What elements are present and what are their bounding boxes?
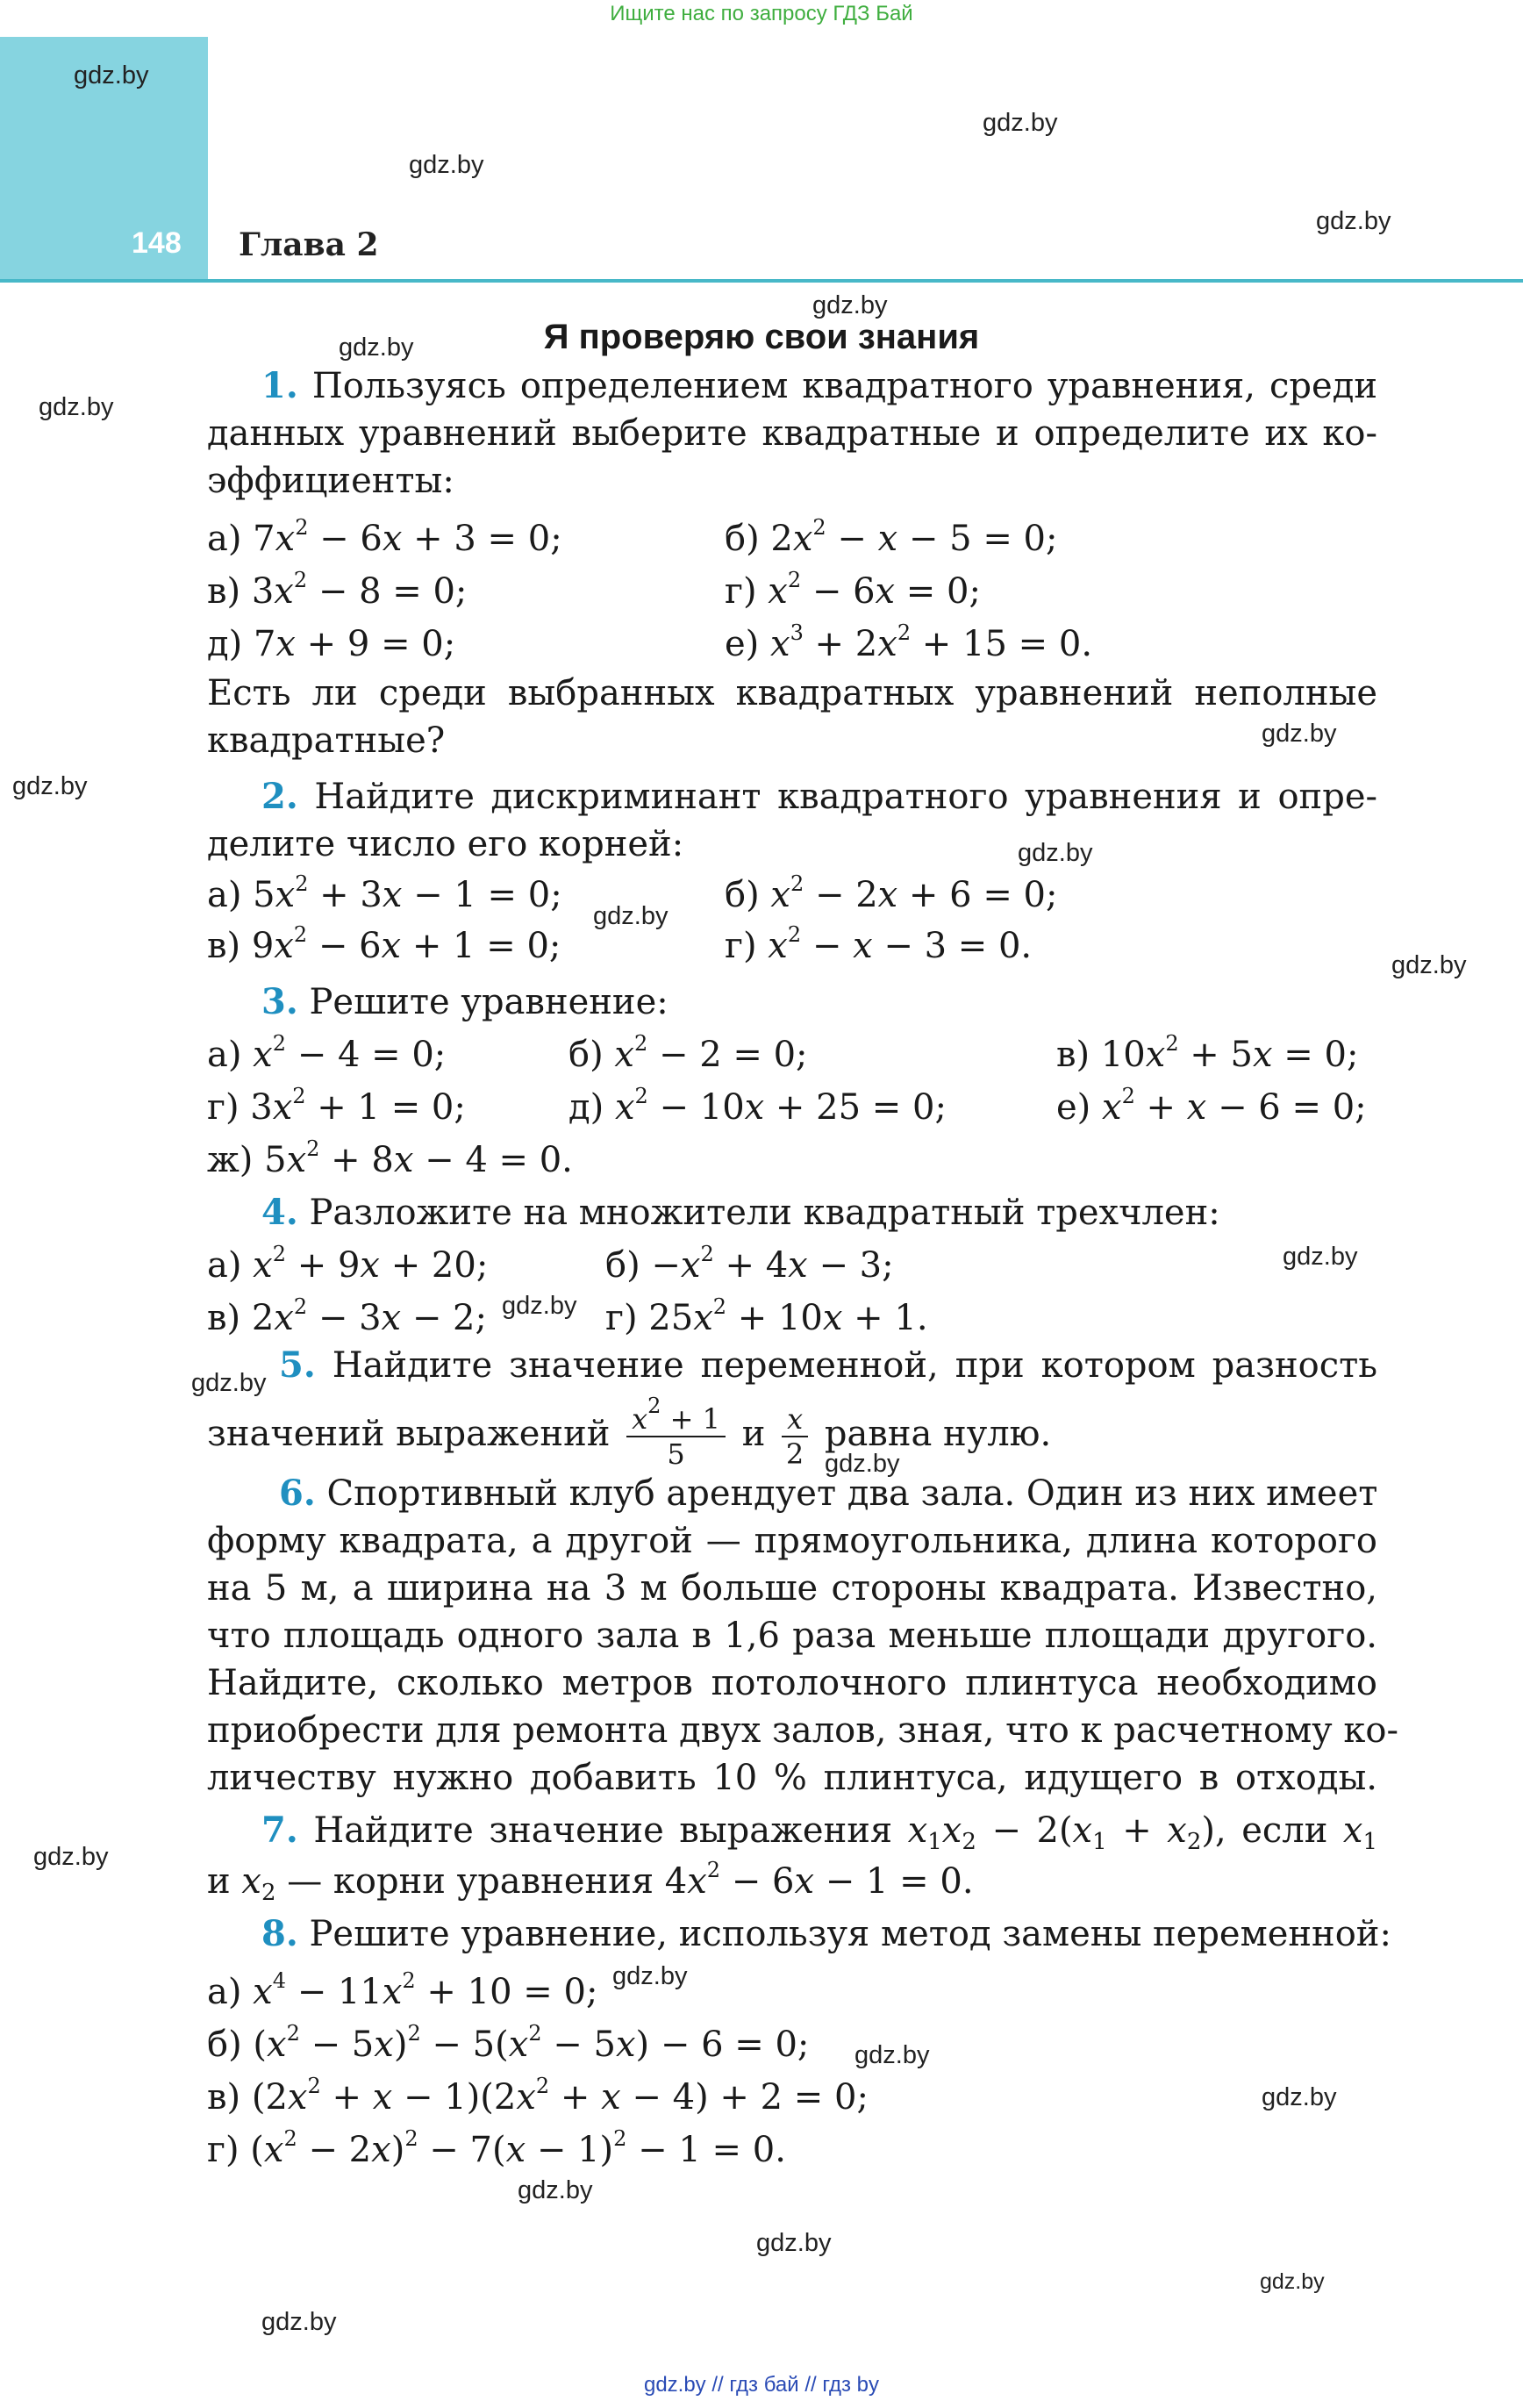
eq-8a: а) $x^4 - 11x^2 + 10 = 0$; [207,1968,598,2012]
watermark: gdz.by [1260,2269,1325,2294]
task-1-question-2: квадратные? [207,720,446,761]
eq-1e: е) $x^3 + 2x^2 + 15 = 0$. [725,620,1093,664]
eq-3e: е) $x^2 + x - 6 = 0$; [1056,1084,1367,1128]
watermark: gdz.by [612,1962,688,1990]
task-1-line-2: данных уравнений выберите квадратные и определите их ко- [207,413,1377,454]
watermark: gdz.by [1262,720,1337,748]
task-1-line-1: 1. Пользуясь определением квадратного уравнения, среди [261,365,1377,406]
eq-2a: а) $5x^2 + 3x - 1 = 0$; [207,871,562,915]
bottom-links[interactable]: gdz.by // гдз бай // гдз by [643,2373,880,2397]
watermark: gdz.by [1018,839,1093,867]
top-banner-text[interactable]: Ищите нас по запросу ГДЗ Бай [610,2,913,25]
task-number: 1. [261,365,298,406]
section-title: Я проверяю свои знания [543,318,980,356]
eq-4b: $б) -x^2 + 4x - 3$; [605,1242,894,1286]
eq-3v: в) $10x^2 + 5x = 0$; [1056,1031,1359,1075]
task-8-line-1: 8. Решите уравнение, используя метод замены переменной: [261,1913,1391,1954]
watermark: gdz.by [12,772,88,800]
page-number: 148 [132,226,182,260]
task-number: 8. [261,1913,298,1954]
watermark: gdz.by [74,61,149,90]
watermark: gdz.by [39,393,114,421]
eq-3g: г) $3x^2 + 1 = 0$; [207,1084,466,1128]
eq-3zh: ж) $5x^2 + 8x - 4 = 0$. [207,1136,573,1180]
task-1-line-3: эффициенты: [207,461,454,501]
task-number: 3. [261,981,298,1022]
eq-1d: д) 7x + 9 = 0; [207,624,456,664]
watermark: gdz.by [983,109,1058,137]
eq-4v: в) $2x^2 - 3x - 2$; [207,1294,487,1338]
eq-1g: г) $x^2 - 6x = 0$; [725,568,981,612]
task-number: 5. [279,1344,316,1386]
task-number: 4. [261,1192,298,1233]
task-number: 6. [279,1473,316,1514]
task-3-line-1: 3. Решите уравнение: [261,981,669,1022]
watermark: gdz.by [33,1843,109,1871]
header-rule [0,279,1523,283]
watermark: gdz.by [261,2308,337,2336]
watermark: gdz.by [854,2041,930,2069]
eq-1v: в) $3x^2 - 8 = 0$; [207,568,468,612]
task-6-line-4: что площадь одного зала в 1,6 раза меньше площади другого. [207,1616,1377,1656]
watermark: gdz.by [339,333,414,362]
eq-2v: в) $9x^2 - 6x + 1 = 0$; [207,922,561,966]
watermark: gdz.by [756,2229,832,2257]
eq-1a: а) $7x^2 - 6x + 3 = 0$; [207,515,562,559]
eq-3a: а) $x^2 - 4 = 0$; [207,1031,447,1075]
watermark: gdz.by [409,151,484,179]
eq-4a: а) $x^2 + 9x + 20$; [207,1242,489,1286]
task-4-line-1: 4. Разложите на множители квадратный трехчлен: [261,1192,1220,1233]
task-2-line-1: 2. Найдите дискриминант квадратного уравнения и опре- [261,776,1378,817]
chapter-title: Глава 2 [239,226,379,263]
task-6-line-6: приобрести для ремонта двух залов, зная, что к расчетному ко- [207,1710,1399,1751]
eq-2b: б) $x^2 - 2x + 6 = 0$; [725,871,1058,915]
watermark: gdz.by [1391,951,1467,979]
task-1-question-1: Есть ли среди выбранных квадратных уравнений неполные [207,673,1377,713]
task-6-line-5: Найдите, сколько метров потолочного плинтуса необходимо [207,1663,1377,1703]
watermark: gdz.by [1262,2083,1337,2111]
watermark: gdz.by [812,291,888,319]
eq-4g: г) $25x^2 + 10x + 1$. [605,1294,928,1338]
task-number: 7. [261,1810,298,1851]
watermark: gdz.by [593,902,669,930]
task-7-line-1: 7. Найдите значение выражения $x_1x_2 - 2(x_1 + x_2)$, если $x_1$ [261,1810,1378,1855]
task-5-line-1: 5. Найдите значение переменной, при котором разность [279,1344,1377,1386]
task-2-line-2: делите число его корней: [207,824,684,864]
eq-8v: в) $(2x^2 + x - 1)(2x^2 + x - 4) + 2 = 0$; [207,2074,869,2118]
task-7-line-2: и $x_2$ — корни уравнения $4x^2 - 6x - 1 = 0$. [207,1858,974,1906]
watermark: gdz.by [502,1292,577,1320]
task-6-line-3: на 5 м, а ширина на 3 м больше стороны квадрата. Известно, [207,1568,1377,1609]
task-6-line-7: личеству нужно добавить 10 % плинтуса, идущего в отходы. [207,1758,1377,1798]
watermark: gdz.by [1316,207,1391,235]
task-5-line-2: значений выражений $\frac{x^2 + 1}{5}$ и $\frac{x}{2}$ равна нулю. [207,1394,1052,1471]
watermark: gdz.by [191,1369,267,1397]
eq-3d: д) $x^2 - 10x + 25 = 0$; [568,1084,947,1128]
eq-3b: б) $x^2 - 2 = 0$; [568,1031,808,1075]
eq-8g: г) $(x^2 - 2x)^2 - 7(x - 1)^2 - 1 = 0$. [207,2126,786,2170]
watermark: gdz.by [1283,1243,1358,1271]
task-number: 2. [261,776,298,817]
watermark: gdz.by [825,1450,900,1478]
eq-2g: г) $x^2 - x - 3 = 0$. [725,922,1033,966]
task-6-line-2: форму квадрата, а другой — прямоугольника, длина которого [207,1521,1377,1561]
eq-8b: б) $(x^2 - 5x)^2 - 5(x^2 - 5x) - 6 = 0$; [207,2021,810,2065]
eq-1b: б) $2x^2 - x - 5 = 0$; [725,515,1058,559]
task-6-line-1: 6. Спортивный клуб арендует два зала. Один из них имеет [279,1473,1378,1514]
watermark: gdz.by [518,2176,593,2204]
